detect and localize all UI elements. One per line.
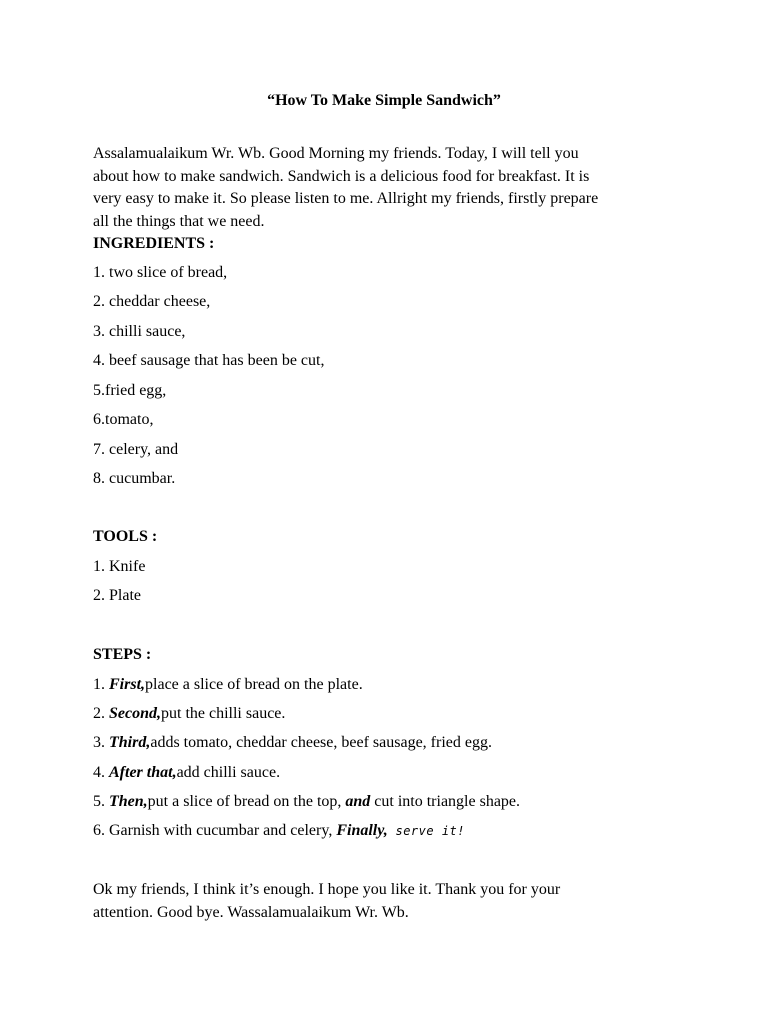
step-number: 5. [93, 793, 109, 810]
tool-item: 2. Plate [93, 587, 141, 604]
step-keyword: Finally, [336, 822, 388, 839]
ingredient-item: 2. cheddar cheese, [93, 293, 211, 310]
intro-line: Assalamualaikum Wr. Wb. Good Morning my friends. Today, I will tell you [93, 145, 579, 162]
step-keyword: First, [109, 676, 146, 693]
step-item [93, 674, 363, 696]
step-number: 4. [93, 764, 109, 781]
ingredient-item: 4. beef sausage that has been be cut, [93, 352, 325, 369]
step-keyword: and [345, 793, 371, 810]
step-text: Garnish with cucumbar and celery, [109, 822, 337, 839]
intro-line: very easy to make it. So please listen to me. Allright my friends, firstly prepare [93, 190, 599, 207]
step-text: serve it! [387, 824, 465, 838]
closing-paragraph [93, 879, 683, 924]
step-keyword: Third, [109, 734, 151, 751]
ingredient-item: 7. celery, and [93, 441, 179, 458]
step-number: 2. [93, 705, 109, 722]
step-number: 3. [93, 734, 109, 751]
closing-line: Ok my friends, I think it’s enough. I hope you like it. Thank you for your [93, 881, 561, 898]
step-keyword: Then, [109, 793, 148, 810]
step-text: place a slice of bread on the plate. [145, 676, 363, 693]
intro-paragraph [93, 143, 683, 233]
step-item [93, 791, 520, 813]
document-title: “How To Make Simple Sandwich” [267, 92, 501, 109]
step-item [93, 762, 280, 784]
ingredient-item: 3. chilli sauce, [93, 323, 186, 340]
step-item [93, 703, 285, 725]
tools-heading: TOOLS : [93, 528, 158, 545]
intro-line: all the things that we need. [93, 212, 265, 230]
closing-line: attention. Good bye. Wassalamualaikum Wr. Wb. [93, 903, 409, 921]
step-text: adds tomato, cheddar cheese, beef sausage, fried egg. [150, 734, 492, 751]
step-number: 1. [93, 676, 109, 693]
step-text: cut into triangle shape. [370, 793, 521, 810]
ingredient-item: 5.fried egg, [93, 382, 167, 399]
ingredient-item: 8. cucumbar. [93, 470, 176, 487]
step-text: put a slice of bread on the top, [147, 793, 346, 810]
ingredient-item: 6.tomato, [93, 411, 154, 428]
intro-line: about how to make sandwich. Sandwich is a delicious food for breakfast. It is [93, 167, 590, 185]
step-keyword: After that, [109, 764, 177, 781]
step-number: 6. [93, 822, 109, 839]
step-text: add chilli sauce. [176, 764, 281, 781]
step-item [93, 820, 465, 842]
steps-heading: STEPS : [93, 646, 152, 663]
step-keyword: Second, [109, 705, 161, 722]
ingredient-item: 1. two slice of bread, [93, 264, 228, 281]
step-text: put the chilli sauce. [161, 705, 286, 722]
step-item [93, 732, 492, 754]
tool-item: 1. Knife [93, 558, 146, 575]
ingredients-heading: INGREDIENTS : [93, 235, 215, 252]
